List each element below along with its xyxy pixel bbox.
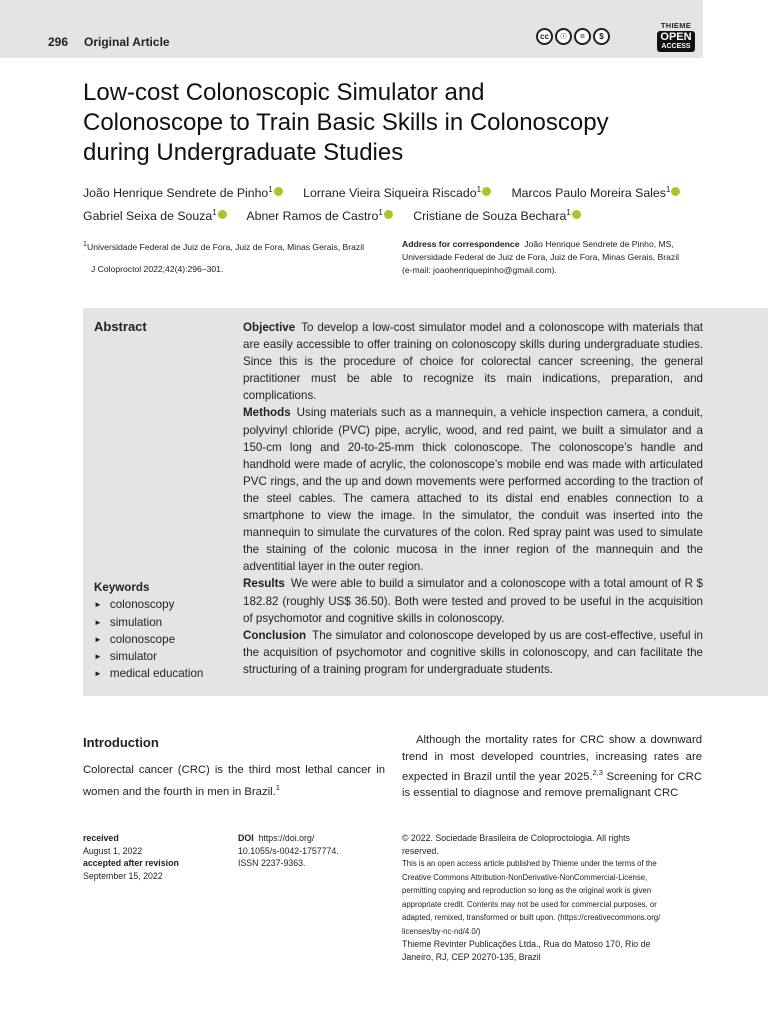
abstract-section-label: Results — [243, 577, 285, 591]
keyword-label: simulation — [109, 615, 163, 629]
abstract-section-label: Conclusion — [243, 628, 307, 642]
abstract-box — [83, 308, 768, 696]
author — [83, 209, 227, 223]
license-line: appropriate credit. Contents may not be used for commercial purposes, or — [402, 899, 657, 909]
keyword-label: colonoscopy — [109, 598, 175, 612]
author — [511, 186, 680, 200]
title-line: Low-cost Colonoscopic Simulator and — [83, 79, 485, 106]
issn: ISSN 2237-9363. — [238, 858, 306, 868]
title-line: during Undergraduate Studies — [83, 139, 404, 166]
license-line: This is an open access article published by Thieme under the terms of the — [402, 859, 657, 868]
received-label: received — [83, 833, 119, 843]
abstract-section — [243, 575, 703, 626]
affiliation-sup: 1 — [83, 240, 87, 248]
abstract-section-text: Using materials such as a mannequin, a vehicle inspection camera, a conduit, polyvinyl chloride (PVC) pipe, acrylic, wood, and red paint, we built a simulator and a 150-cm long and 20-to-25-mm thick colonoscope. The colonoscope’s handle and handhold were made of acrylic, the colonoscope’s mobile end was made with articulated PVC rings, and the up and down movements were performed according to the traction of the steel cables. The camera attached to its distal end enables connection to a smartphone to view the image. In the simulator, the conduit was inserted into the mannequin to simulate the curvatures of the colon. Red spray paint was used to simulate the staining of the colonic mucosa in the inner region of the mannequin and the adventitial layer in the outer region. — [243, 406, 703, 574]
orcid-icon[interactable] — [218, 210, 227, 219]
open-access-badge — [657, 31, 695, 52]
nc-icon: $ — [593, 28, 610, 45]
author-name: Gabriel Seixa de Souza — [83, 209, 213, 224]
reference-link[interactable]: 2,3 — [592, 768, 603, 777]
author-affiliation-sup: 1 — [212, 208, 217, 218]
author — [83, 186, 283, 200]
abstract-section-text: The simulator and colonoscope developed by us are cost-effective, useful in the acquisition of psychomotor and cognitive skills in colonoscopy, and can facilitate the structuring of a training program for undergraduate students. — [243, 628, 703, 676]
orcid-icon[interactable] — [384, 210, 393, 219]
author — [303, 186, 491, 200]
abstract-section — [243, 319, 703, 404]
intro-text: Colorectal cancer (CRC) is the third most lethal cancer in women and the fourth in men in Brazil. — [83, 764, 385, 798]
affiliation — [83, 238, 364, 253]
body-text: Although the mortality rates for CRC show a downward trend in most developed countries, increasing rates are expected in Brazil until the year 2025. — [402, 734, 702, 783]
keyword-item — [94, 665, 203, 682]
keywords-title: Keywords — [94, 581, 150, 594]
thieme-open-access-logo — [657, 21, 695, 52]
abstract-section-text: To develop a low-cost simulator model and a colonoscope with materials that are easily accessible to offer training on colonoscopy skills during undergraduate studies. Since this is the procedure of choice for colorectal cancer screening, the general practitioner must be able to recognize its main indications, preparation, and complications. — [243, 321, 703, 403]
access-label: ACCESS — [661, 43, 691, 50]
abstract-heading: Abstract — [94, 319, 147, 334]
copyright-line: reserved. — [402, 845, 439, 856]
arrow-right-icon: ► — [94, 652, 102, 662]
correspondence-email[interactable]: (e-mail: joaohenriquepinho@gmail.com). — [402, 265, 557, 275]
section-label: Original Article — [84, 35, 170, 49]
keyword-label: medical education — [109, 667, 204, 681]
doi-link[interactable]: 10.1055/s-0042-1757774. — [238, 845, 339, 856]
by-icon: ☉ — [555, 28, 572, 45]
received-date: August 1, 2022 — [83, 845, 143, 856]
publisher-address-line: Janeiro, RJ, CEP 20270-135, Brazil — [402, 951, 541, 962]
introduction-column — [83, 735, 385, 801]
body-text: Screening for CRC is essential to diagnose and remove premalignant CRC — [402, 770, 702, 800]
introduction-paragraph — [83, 762, 385, 801]
correspondence-label: Address for correspondence — [402, 239, 520, 249]
abstract-section-text: We were able to build a simulator and a colonoscope with a total amount of R $ 182.82 (roughly US$ 36.50). Both were tested and proved to be useful in the acquisition of psychomotor and cognitive skills in colonoscopy. — [243, 577, 703, 625]
page-number: 296 — [48, 35, 69, 49]
author — [246, 209, 392, 223]
received-block — [83, 832, 179, 882]
author-name: Cristiane de Souza Bechara — [413, 209, 567, 224]
thieme-wordmark: THIEME — [660, 21, 692, 30]
title-line: Colonoscope to Train Basic Skills in Colonoscopy — [83, 109, 609, 136]
license-icons — [536, 28, 610, 45]
keyword-item — [94, 648, 203, 665]
journal-citation: J Coloproctol 2022;42(4):296–301. — [91, 264, 224, 274]
copyright-line: © 2022. Sociedade Brasileira de Coloproctologia. All rights — [402, 833, 631, 843]
author-affiliation-sup: 1 — [566, 208, 571, 218]
keyword-item — [94, 596, 203, 613]
doi-label: DOI — [238, 833, 254, 843]
correspondence-line: Universidade Federal de Juiz de Fora, Juiz de Fora, Minas Gerais, Brazil — [402, 252, 680, 262]
arrow-right-icon: ► — [94, 600, 102, 610]
author-name: Abner Ramos de Castro — [246, 209, 379, 224]
author-list — [83, 180, 703, 226]
page-header — [0, 0, 703, 58]
keyword-label: simulator — [109, 650, 157, 664]
keyword-item — [94, 614, 203, 631]
author-name: João Henrique Sendrete de Pinho — [83, 186, 269, 201]
license-line: Creative Commons Attribution-NonDerivative-NonCommercial-License, — [402, 872, 648, 882]
abstract-section — [243, 627, 703, 678]
abstract-section — [243, 404, 703, 575]
license-line[interactable]: licenses/by-nc-nd/4.0/) — [402, 926, 481, 936]
doi-block — [238, 832, 339, 870]
doi-link[interactable]: https://doi.org/ — [258, 833, 315, 843]
open-label: OPEN — [660, 31, 692, 43]
orcid-icon[interactable] — [572, 210, 581, 219]
abstract-section-label: Methods — [243, 406, 291, 420]
keyword-item — [94, 631, 203, 648]
arrow-right-icon: ► — [94, 669, 102, 679]
license-line[interactable]: adapted, remixed, transformed or built upon. (https://creativecommons.org/ — [402, 913, 661, 922]
keywords-block — [94, 579, 203, 683]
correspondence-block — [402, 238, 712, 277]
license-block — [402, 832, 702, 963]
orcid-icon[interactable] — [482, 187, 491, 196]
author-affiliation-sup: 1 — [476, 185, 482, 194]
author-affiliation-sup: 1 — [378, 208, 383, 218]
introduction-heading: Introduction — [83, 735, 159, 750]
nd-icon: = — [574, 28, 591, 45]
body-paragraph-right — [402, 732, 702, 802]
author-affiliation-sup: 1 — [665, 185, 671, 194]
arrow-right-icon: ► — [94, 617, 102, 627]
license-line: permitting copying and reproduction so long as the original work is given — [402, 886, 652, 895]
accepted-label: accepted after revision — [83, 858, 179, 868]
correspondence-line: João Henrique Sendrete de Pinho, MS, — [524, 239, 674, 249]
arrow-right-icon: ► — [94, 634, 102, 644]
reference-link[interactable]: 1 — [275, 783, 280, 792]
article-title — [83, 78, 683, 168]
abstract-section-label: Objective — [243, 321, 296, 334]
author — [413, 209, 581, 223]
affiliation-text: Universidade Federal de Juiz de Fora, Juiz de Fora, Minas Gerais, Brazil — [86, 241, 365, 252]
cc-icon: cc — [536, 28, 553, 45]
accepted-date: September 15, 2022 — [83, 870, 163, 881]
author-affiliation-sup: 1 — [268, 185, 273, 194]
orcid-icon[interactable] — [671, 187, 680, 196]
publisher-address-line: Thieme Revinter Publicações Ltda., Rua do Matoso 170, Rio de — [402, 939, 651, 949]
keyword-label: colonoscope — [109, 632, 176, 646]
abstract-text — [243, 319, 703, 678]
author-name: Marcos Paulo Moreira Sales — [511, 186, 666, 201]
orcid-icon[interactable] — [274, 187, 283, 196]
author-name: Lorrane Vieira Siqueira Riscado — [303, 186, 477, 201]
